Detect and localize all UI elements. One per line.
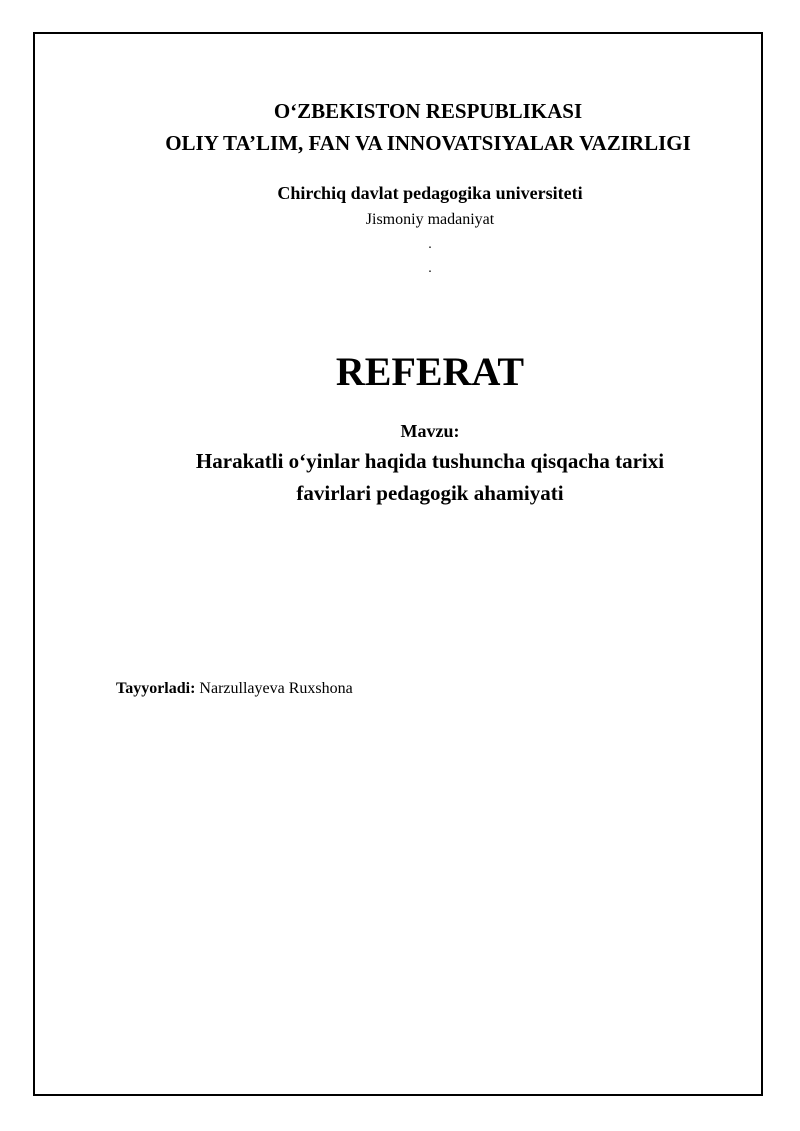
topic-line-2: favirlari pedagogik ahamiyati bbox=[296, 481, 564, 505]
dot-line-2: . bbox=[428, 261, 432, 276]
republic-title: O‘ZBEKISTON RESPUBLIKASI bbox=[273, 99, 583, 123]
ministry-title: OLIY TA’LIM, FAN VA INNOVATSIYALAR VAZIRLIGI bbox=[165, 131, 691, 155]
author-line bbox=[116, 681, 353, 697]
department-name: Jismoniy madaniyat bbox=[365, 211, 495, 228]
topic-line-1: Harakatli o‘yinlar haqida tushuncha qisqacha tarixi bbox=[195, 449, 665, 473]
document-type-title: REFERAT bbox=[335, 349, 525, 394]
university-name: Chirchiq davlat pedagogika universiteti bbox=[277, 183, 583, 203]
author-name: Narzullayeva Ruxshona bbox=[199, 680, 353, 697]
dot-line-1: . bbox=[428, 237, 432, 252]
author-label: Tayyorladi: bbox=[116, 680, 196, 697]
topic-label: Mavzu: bbox=[400, 421, 460, 441]
